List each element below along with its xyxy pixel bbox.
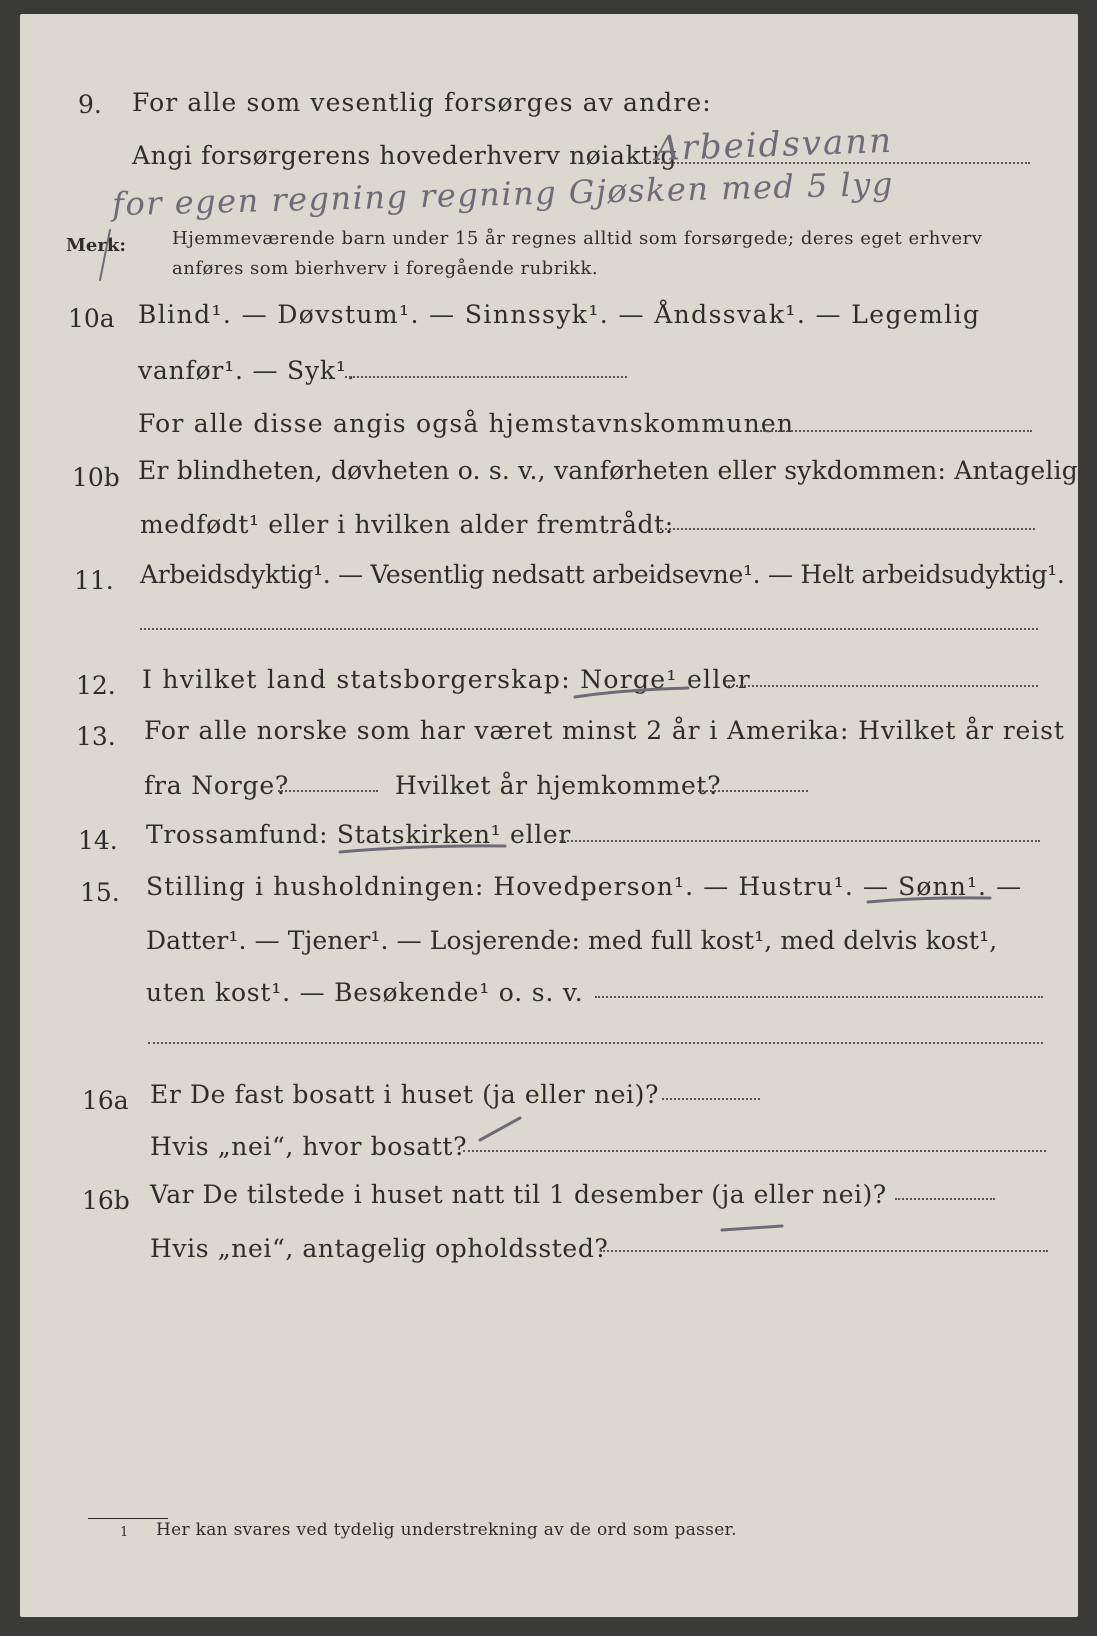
q9-handwritten-answer-2: for egen regning regning Gjøsken med 5 lyg	[111, 164, 895, 224]
q15-line3: uten kost¹. — Besøkende¹ o. s. v.	[146, 978, 584, 1007]
footnote-marker: 1	[120, 1525, 129, 1540]
q13-number: 13.	[76, 722, 116, 751]
q15-answer-line-1	[595, 996, 1043, 998]
q16b-line2: Hvis „nei“, antagelig opholdssted?	[150, 1234, 609, 1263]
merk-line2: anføres som bierhverv i foregående rubrikk.	[172, 258, 599, 279]
q10a-line2: vanfør¹. — Syk¹.	[138, 356, 356, 385]
q12-answer-line	[728, 685, 1038, 687]
q13-line2a: fra Norge?	[144, 771, 290, 800]
q13-reist-line	[278, 790, 378, 792]
q15-number: 15.	[80, 878, 120, 907]
q12-line1: I hvilket land statsborgerskap: Norge¹ eller	[142, 665, 751, 694]
q10a-number: 10a	[68, 304, 115, 333]
q10b-line2: medfødt¹ eller i hvilken alder fremtrådt:	[140, 510, 674, 539]
q15-answer-line-2	[148, 1042, 1043, 1044]
q9-handwritten-answer-1: Arbeidsvann	[654, 120, 894, 170]
q15-line2: Datter¹. — Tjener¹. — Losjerende: med full kost¹, med delvis kost¹,	[146, 926, 998, 955]
q16a-line1: Er De fast bosatt i huset (ja eller nei)?	[150, 1080, 659, 1109]
q9-line2: Angi forsørgerens hovederhverv nøiaktig	[132, 141, 678, 170]
q10b-number: 10b	[72, 463, 120, 492]
q14-number: 14.	[78, 826, 118, 855]
q11-number: 11.	[74, 566, 114, 595]
q10a-line3: For alle disse angis også hjemstavnskommunen	[138, 409, 795, 438]
q16a-answer-line	[662, 1098, 760, 1100]
q10b-line1: Er blindheten, døvheten o. s. v., vanførheten eller sykdommen: Antagelig	[138, 456, 1078, 485]
q16b-line1: Var De tilstede i huset natt til 1 desember (ja eller nei)?	[150, 1180, 887, 1209]
q16b-number: 16b	[82, 1186, 130, 1215]
q11-answer-line	[140, 628, 1038, 630]
q13-line1: For alle norske som har været minst 2 år i Amerika: Hvilket år reist	[144, 716, 1065, 745]
footnote-rule	[88, 1518, 168, 1519]
q14-line1: Trossamfund: Statskirken¹ eller	[146, 820, 572, 849]
q15-line1: Stilling i husholdningen: Hovedperson¹. — Hustru¹. — Sønn¹. —	[146, 872, 1023, 901]
q11-line1: Arbeidsdyktig¹. — Vesentlig nedsatt arbeidsevne¹. — Helt arbeidsudyktig¹.	[140, 560, 1065, 589]
merk-line1: Hjemmeværende barn under 15 år regnes alltid som forsørgede; deres eget erhverv	[172, 228, 983, 249]
q10a-hjemstavn-line	[760, 430, 1032, 432]
q10b-answer-line	[660, 528, 1035, 530]
q10a-syk-line	[345, 376, 627, 378]
q9-number: 9.	[78, 90, 102, 119]
q10a-line1: Blind¹. — Døvstum¹. — Sinnssyk¹. — Åndssvak¹. — Legemlig	[138, 300, 981, 329]
q13-hjemkommet-line	[698, 790, 808, 792]
q13-line2b: Hvilket år hjemkommet?	[395, 771, 722, 800]
q16a-bosatt-line	[463, 1150, 1046, 1152]
footnote-text: Her kan svares ved tydelig understrekning av de ord som passer.	[156, 1520, 737, 1540]
q16b-opholdssted-line	[600, 1250, 1048, 1252]
q14-answer-line	[560, 840, 1040, 842]
q16a-line2: Hvis „nei“, hvor bosatt?	[150, 1132, 468, 1161]
q16b-answer-line	[895, 1198, 995, 1200]
q12-number: 12.	[76, 671, 116, 700]
q9-line1: For alle som vesentlig forsørges av andre:	[132, 88, 712, 117]
merk-label: Merk:	[66, 235, 126, 256]
q16a-number: 16a	[82, 1086, 129, 1115]
form-page	[20, 14, 1078, 1617]
